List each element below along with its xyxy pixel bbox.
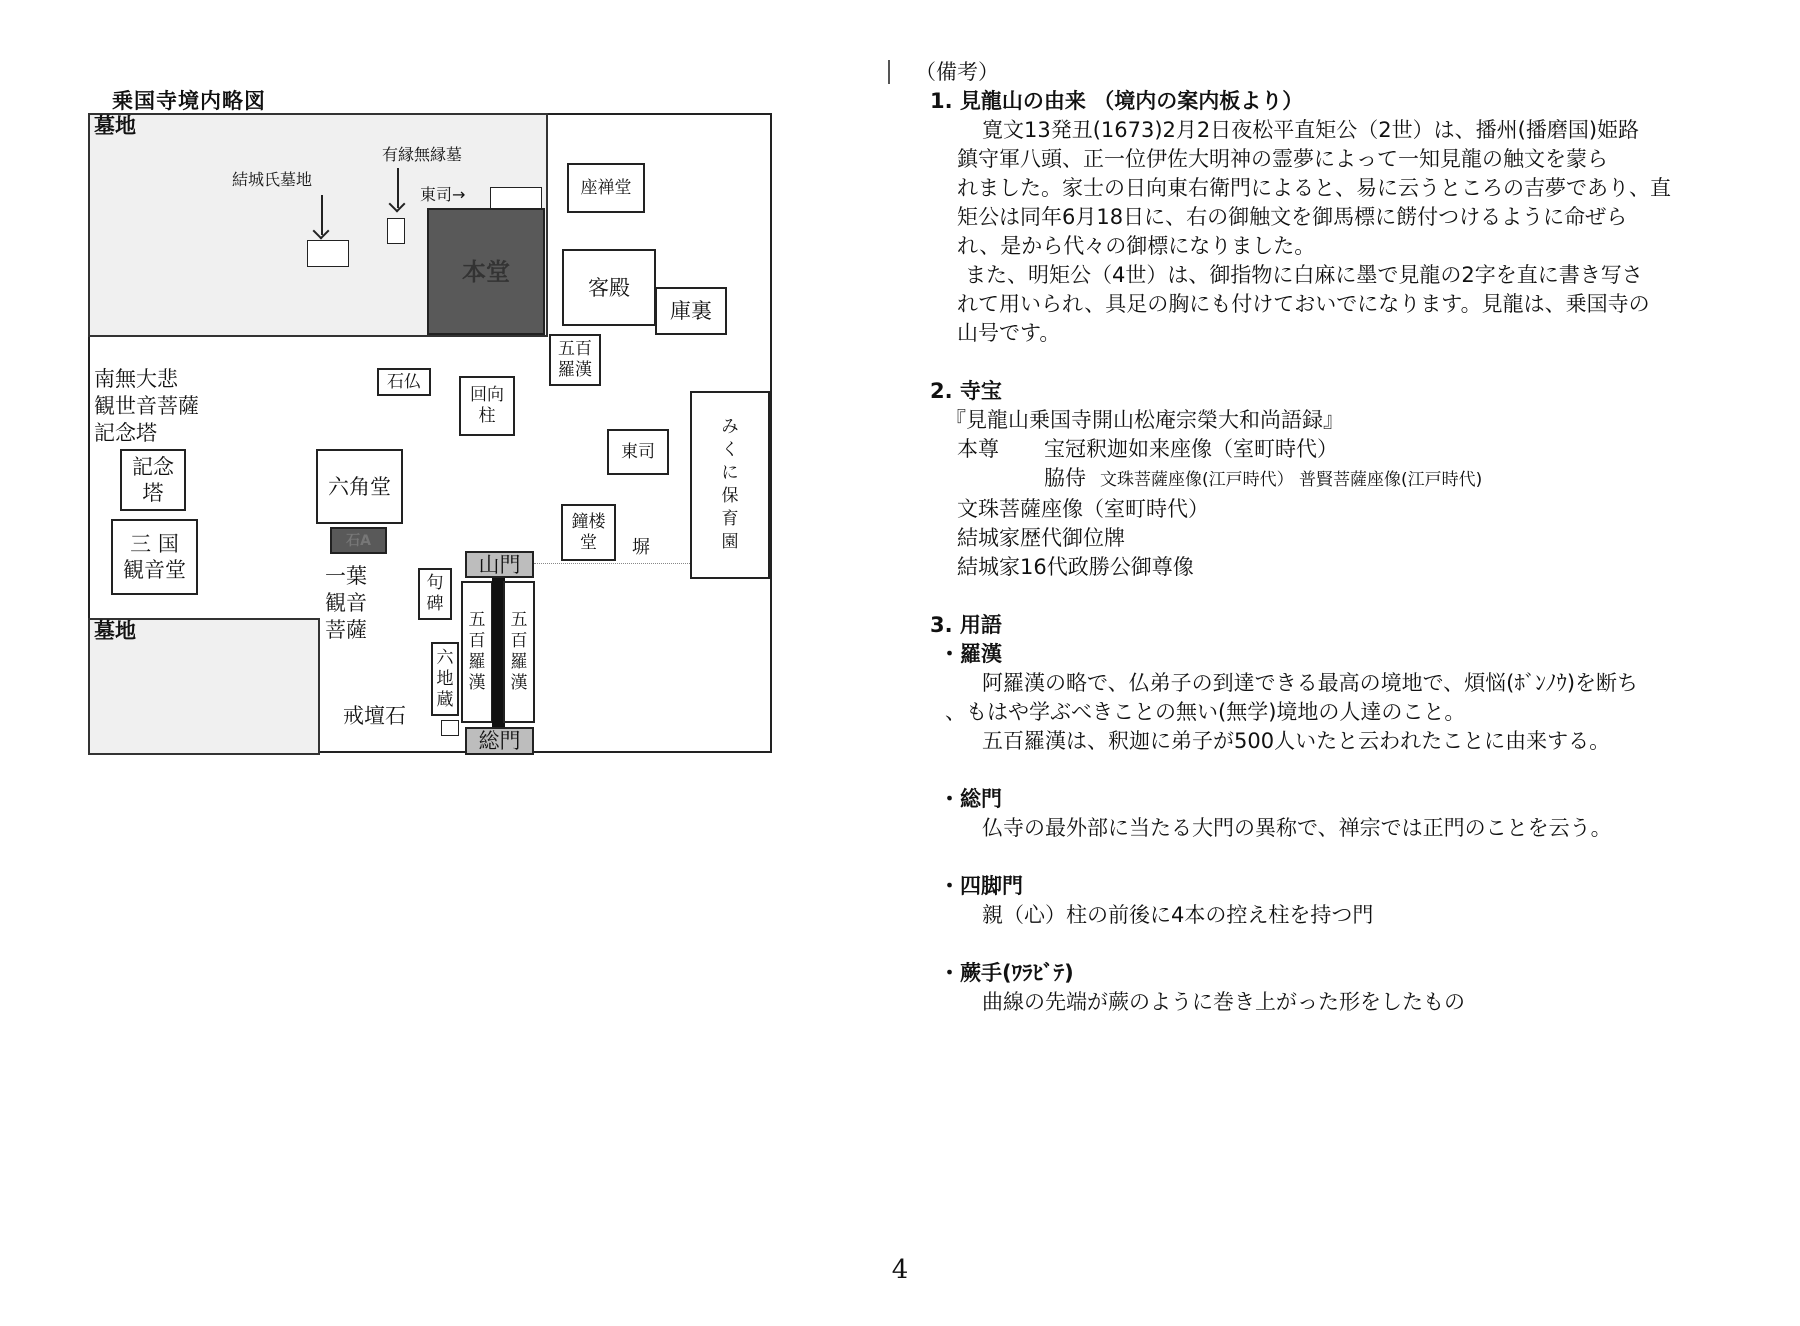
tosu-top-text: 東司 [420, 185, 453, 204]
sangoku-1: 三 国 [130, 532, 179, 556]
mikuni-2: く [721, 440, 739, 460]
s2-sonzo: 結城家16代政勝公御尊像 [957, 555, 1194, 579]
sanmon-box: 山門 [465, 551, 534, 578]
uen-muen-label: 有縁無縁墓 [382, 145, 463, 164]
gohyaku-left-3: 羅 [468, 652, 486, 672]
t1-line-3: 五百羅漢は、釈迦に弟子が500人いたと云われたことに由来する。 [982, 729, 1611, 753]
s1-line-1: 寛文13発丑(1673)2月2日夜松平直矩公（2世）は、播州(播磨国)姫路 [982, 118, 1640, 142]
page-number: 4 [891, 1255, 909, 1285]
tosu-mid-box: 東司 [607, 429, 669, 475]
notes-section [915, 58, 1775, 1017]
t3-line: 親（心）柱の前後に4本の控え柱を持つ門 [982, 903, 1374, 927]
uen-arrow-icon [397, 168, 399, 208]
namu-daihi-label [94, 366, 199, 447]
s1-line-5: れ、是から代々の御標になりました。 [957, 234, 1316, 258]
s1-line-4: 矩公は同年6月18日に、右の御触文を御馬標に餝付つけるように命ぜら [957, 205, 1628, 229]
ichiyo-1: 一葉 [325, 564, 367, 588]
tosu-top-box [490, 187, 542, 209]
kinento-1: 記念 [132, 455, 174, 479]
mikuni-1: み [721, 417, 739, 437]
kuri-box: 庫裏 [655, 287, 727, 335]
s2-honzon-label: 本尊 [957, 437, 999, 461]
kinento-2: 塔 [142, 481, 164, 505]
margin-mark [888, 60, 890, 84]
ichiyo-stone-box: 石A [330, 527, 387, 554]
t1-line-2: 、もはや学ぶべきことの無い(無学)境地の人達のこと。 [945, 700, 1466, 724]
hei-wall-line [534, 563, 690, 564]
kyakuden-box: 客殿 [562, 249, 656, 326]
term-warabite: ・蕨手(ﾜﾗﾋﾞﾃ) [939, 961, 1074, 985]
kinento-box [120, 449, 186, 511]
rokujizo-1: 六 [436, 647, 454, 668]
kaidanseki-label: 戒壇石 [343, 704, 406, 728]
uen-muen-box [387, 218, 405, 244]
t1-line-1: 阿羅漢の略で、仏弟子の到達できる最高の境地で、煩悩(ﾎﾞﾝﾉｳ)を断ち [982, 671, 1639, 695]
ekochu-1: 回向 [470, 385, 504, 405]
ekochu-box [459, 376, 515, 436]
s1-line-8: 山号です。 [957, 321, 1061, 345]
ichiyo-kannon-label [325, 563, 367, 644]
t4-line: 曲線の先端が蕨のように巻き上がった形をしたもの [982, 990, 1465, 1014]
s1-line-7: れて用いられ、具足の胸にも付けておいでになります。見龍は、乗国寺の [957, 292, 1650, 316]
cemetery-bottom-label: 墓地 [94, 619, 136, 643]
s1-line-6: また、明矩公（4世）は、御指物に白麻に墨で見龍の2字を直に書き写さ [965, 263, 1643, 287]
section-1-title: 1. 見龍山の由来 （境内の案内板より） [930, 89, 1304, 113]
rokujizo-3: 蔵 [436, 689, 454, 710]
ichiyo-3: 菩薩 [325, 618, 367, 642]
gohyaku-rakan-right-box [503, 581, 535, 723]
tosu-top-label: 東司→ [420, 185, 466, 204]
gohyaku-rakan-left-box [461, 581, 493, 723]
sangoku-kannondo-box [111, 519, 198, 595]
s2-kyouji-label: 脇侍 [1044, 466, 1086, 490]
rokujizo-2: 地 [436, 668, 454, 689]
hondo-box: 本堂 [427, 208, 545, 335]
gohyaku-small-2: 羅漢 [558, 360, 592, 380]
gohyaku-left-4: 漢 [468, 673, 486, 693]
mikuni-5: 育 [721, 509, 739, 529]
s2-monju: 文珠菩薩座像（室町時代） [957, 497, 1209, 521]
gohyaku-small-1: 五百 [558, 339, 592, 359]
term-rakan: ・羅漢 [939, 642, 1002, 666]
s2-ihai: 結城家歴代御位牌 [957, 526, 1125, 550]
shoro-1: 鐘楼 [571, 511, 606, 532]
sangoku-2: 観音堂 [123, 558, 186, 582]
s2-kyouji: 文珠菩薩座像(江戸時代） 普賢菩薩座像(江戸時代) [1100, 470, 1483, 490]
mikuni-hoikuen-box [690, 391, 770, 579]
gohyaku-right-4: 漢 [510, 673, 528, 693]
mikuni-3: に [721, 463, 739, 483]
yuki-cemetery-box [307, 240, 349, 267]
map-title: 乗国寺境内略図 [112, 89, 266, 113]
yuki-cemetery-label: 結城氏墓地 [232, 170, 313, 189]
ichiyo-2: 観音 [325, 591, 367, 615]
s1-line-2: 鎮守軍八頭、正一位伊佐大明神の霊夢によって一知見龍の触文を蒙ら [957, 147, 1608, 171]
gohyaku-right-3: 羅 [510, 652, 528, 672]
namu-3: 記念塔 [94, 421, 157, 445]
gohyaku-left-1: 五 [468, 610, 486, 630]
s2-honzon: 宝冠釈迦如来座像（室町時代） [1044, 437, 1338, 461]
namu-1: 南無大悲 [94, 367, 178, 391]
kuhi-2: 碑 [426, 594, 444, 614]
section-3-title: 3. 用語 [930, 613, 1002, 637]
sekibutsu-box: 石仏 [377, 368, 431, 396]
cemetery-top-label: 墓地 [94, 114, 136, 138]
rokujizo-box [431, 642, 459, 716]
rokkakudo-box: 六角堂 [316, 449, 403, 524]
shoro-2: 堂 [580, 532, 597, 553]
gohyaku-right-2: 百 [510, 631, 528, 651]
namu-2: 観世音菩薩 [94, 394, 199, 418]
hei-label: 塀 [632, 537, 650, 558]
notes-heading: （備考） [915, 60, 999, 84]
gohyaku-left-2: 百 [468, 631, 486, 651]
kuhi-1: 句 [426, 573, 444, 593]
mikuni-6: 園 [721, 532, 739, 552]
s2-kyouji-row [915, 464, 1775, 495]
s1-line-3: れました。家士の日向東右衛門によると、易に云うところの吉夢であり、直 [957, 176, 1671, 200]
shoro-box [561, 504, 616, 561]
term-shikyakumon: ・四脚門 [939, 874, 1023, 898]
kuhi-box [418, 568, 452, 620]
s2-book: 『見龍山乗国寺開山松庵宗榮大和尚語録』 [945, 408, 1344, 432]
kaidanseki-box [441, 720, 459, 736]
gohyaku-right-1: 五 [510, 610, 528, 630]
yuki-arrow-icon [321, 195, 323, 235]
zazendo-box: 座禅堂 [567, 163, 645, 213]
term-somon: ・総門 [939, 787, 1002, 811]
t2-line: 仏寺の最外部に当たる大門の異称で、禅宗では正門のことを云う。 [982, 816, 1612, 840]
somon-box: 総門 [465, 727, 534, 755]
section-2-title: 2. 寺宝 [930, 379, 1002, 403]
gohyaku-rakan-small-box [549, 334, 601, 386]
mikuni-4: 保 [721, 486, 739, 506]
s2-honzon-row [915, 435, 1775, 464]
ekochu-2: 柱 [478, 406, 496, 426]
